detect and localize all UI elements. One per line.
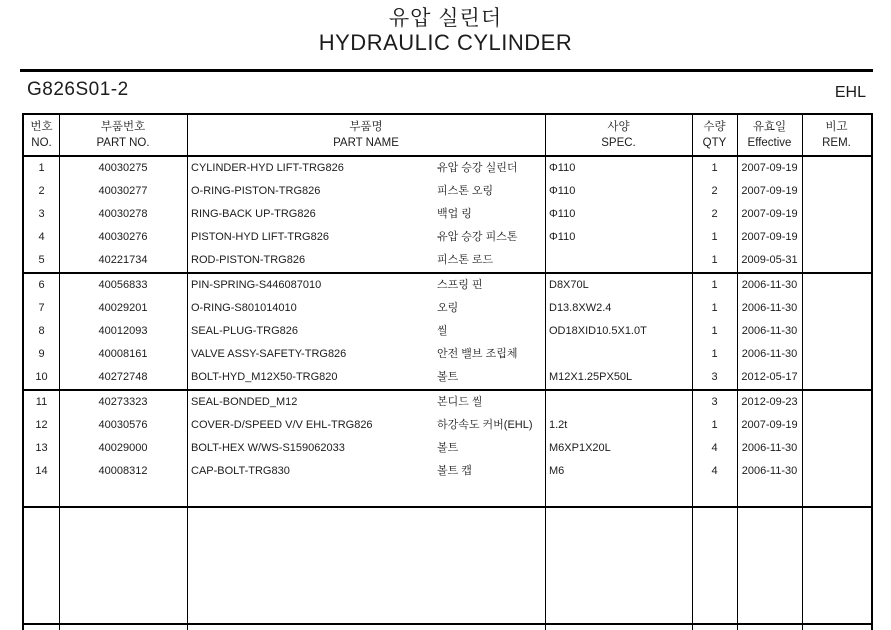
rem-cell	[802, 203, 871, 226]
part-no-cell: 40272748	[98, 371, 148, 383]
part-name-cell	[187, 414, 545, 437]
effective-cell: 2006-11-30	[741, 302, 798, 314]
row-group	[24, 274, 871, 391]
part-row	[24, 391, 871, 414]
part-name-kr: 씰	[437, 325, 448, 337]
effective-cell: 2006-11-30	[741, 465, 798, 477]
row-group	[24, 391, 871, 508]
part-name-kr: 오링	[437, 302, 459, 314]
part-name-kr: 볼트	[437, 371, 459, 383]
column-divider	[802, 115, 803, 630]
effective-cell: 2007-09-19	[741, 162, 798, 174]
document-code: G826S01-2	[27, 79, 129, 100]
row-group	[24, 625, 871, 630]
qty-cell: 1	[711, 348, 718, 360]
part-name-cell	[187, 226, 545, 249]
spec-cell: Φ110	[549, 231, 576, 243]
part-no-cell: 40221734	[98, 254, 148, 266]
qty-cell: 1	[711, 162, 718, 174]
part-row	[24, 180, 871, 203]
column-divider	[737, 115, 738, 630]
effective-cell: 2006-11-30	[741, 279, 798, 291]
header-no	[24, 115, 59, 155]
page-title-korean: 유압 실린더	[388, 7, 503, 30]
header-part-no-en: PART NO.	[96, 137, 150, 149]
part-row	[24, 414, 871, 437]
part-name-kr: 피스톤 로드	[437, 254, 494, 266]
part-row	[24, 226, 871, 249]
part-name-cell	[187, 203, 545, 226]
part-name-cell	[187, 366, 545, 389]
part-name-en: COVER-D/SPEED V/V EHL-TRG826	[191, 419, 373, 431]
header-part-name-kr: 부품명	[349, 120, 383, 133]
qty-cell: 1	[711, 254, 718, 266]
part-name-en: SEAL-BONDED_M12	[191, 396, 298, 408]
part-name-en: O-RING-PISTON-TRG826	[191, 185, 321, 197]
header-spec-kr: 사양	[607, 120, 630, 133]
rem-cell	[802, 320, 871, 343]
header-qty	[692, 115, 737, 155]
spec-cell: M6XP1X20L	[549, 442, 611, 454]
qty-cell: 4	[711, 465, 718, 477]
part-name-kr: 본디드 씰	[437, 396, 483, 408]
rem-cell	[802, 366, 871, 389]
part-name-en: RING-BACK UP-TRG826	[191, 208, 316, 220]
rem-cell	[802, 437, 871, 460]
part-name-cell	[187, 343, 545, 366]
part-row	[24, 249, 871, 272]
table-body	[24, 157, 871, 630]
effective-cell: 2006-11-30	[741, 442, 798, 454]
part-no-cell: 40029000	[98, 442, 148, 454]
part-no-cell: 40273323	[98, 396, 148, 408]
header-effective	[737, 115, 802, 155]
no-cell: 9	[38, 348, 45, 360]
no-cell: 3	[38, 208, 45, 220]
header-qty-kr: 수량	[703, 120, 726, 133]
header-no-en: NO.	[31, 137, 52, 149]
effective-cell: 2006-11-30	[741, 348, 798, 360]
header-effective-kr: 유효일	[752, 120, 787, 133]
part-name-kr: 안전 밸브 조립체	[437, 348, 518, 360]
rem-cell	[802, 460, 871, 483]
page-title-english: HYDRAULIC CYLINDER	[318, 30, 573, 55]
no-cell: 10	[35, 371, 48, 383]
header-part-name-en: PART NAME	[333, 137, 399, 149]
spec-cell	[545, 249, 692, 272]
no-cell: 14	[35, 465, 48, 477]
effective-cell: 2007-09-19	[741, 231, 798, 243]
part-name-kr: 피스톤 오링	[437, 185, 494, 197]
no-cell: 5	[38, 254, 45, 266]
no-cell: 6	[38, 279, 45, 291]
variant-label: EHL	[834, 84, 866, 101]
part-name-en: BOLT-HYD_M12X50-TRG820	[191, 371, 338, 383]
rem-cell	[802, 414, 871, 437]
header-part-no-kr: 부품번호	[100, 120, 146, 133]
rem-cell	[802, 226, 871, 249]
header-no-kr: 번호	[30, 120, 53, 133]
spec-cell: D8X70L	[549, 279, 589, 291]
part-no-cell: 40008312	[98, 465, 148, 477]
rem-cell	[802, 157, 871, 180]
part-no-cell: 40008161	[98, 348, 148, 360]
rem-cell	[802, 274, 871, 297]
header-part-no	[59, 115, 187, 155]
part-name-cell	[187, 157, 545, 180]
header-effective-en: Effective	[747, 137, 792, 149]
part-no-cell: 40030278	[98, 208, 148, 220]
spec-cell: M6	[549, 465, 565, 477]
qty-cell: 1	[711, 419, 718, 431]
no-cell: 13	[35, 442, 48, 454]
part-no-cell: 40012093	[98, 325, 148, 337]
rem-cell	[802, 180, 871, 203]
header-rem-en: REM.	[822, 137, 851, 149]
spec-cell	[545, 343, 692, 366]
part-row	[24, 203, 871, 226]
header-spec-en: SPEC.	[601, 137, 636, 149]
part-name-cell	[187, 180, 545, 203]
part-no-cell: 40029201	[98, 302, 148, 314]
spec-cell	[545, 391, 692, 414]
title-divider-rule	[20, 69, 873, 72]
no-cell: 11	[35, 396, 48, 408]
qty-cell: 1	[711, 302, 718, 314]
part-name-cell	[187, 320, 545, 343]
spec-cell: Φ110	[549, 185, 576, 197]
part-no-cell: 40030576	[98, 419, 148, 431]
part-row	[24, 274, 871, 297]
header-rem-kr: 비고	[825, 120, 848, 133]
qty-cell: 3	[711, 371, 718, 383]
qty-cell: 1	[711, 279, 718, 291]
no-cell: 7	[38, 302, 45, 314]
part-name-en: CYLINDER-HYD LIFT-TRG826	[191, 162, 344, 174]
row-group	[24, 157, 871, 274]
part-name-en: O-RING-S801014010	[191, 302, 297, 314]
effective-cell: 2007-09-19	[741, 208, 798, 220]
part-name-kr: 볼트	[437, 442, 459, 454]
column-divider	[692, 115, 693, 630]
part-name-cell	[187, 274, 545, 297]
header-rem	[802, 115, 871, 155]
rem-cell	[802, 343, 871, 366]
part-name-cell	[187, 249, 545, 272]
parts-table	[22, 113, 873, 630]
part-no-cell: 40030277	[98, 185, 148, 197]
spec-cell: D13.8XW2.4	[549, 302, 612, 314]
part-row	[24, 343, 871, 366]
part-row	[24, 366, 871, 389]
rem-cell	[802, 391, 871, 414]
part-name-cell	[187, 297, 545, 320]
spec-cell: Φ110	[549, 162, 576, 174]
part-name-en: ROD-PISTON-TRG826	[191, 254, 306, 266]
part-name-kr: 볼트 캡	[437, 465, 472, 477]
spec-cell: 1.2t	[549, 419, 568, 431]
part-row	[24, 460, 871, 483]
rem-cell	[802, 249, 871, 272]
part-name-en: BOLT-HEX W/WS-S159062033	[191, 442, 345, 454]
header-part-name	[187, 115, 545, 155]
row-group	[24, 508, 871, 625]
no-cell: 2	[38, 185, 45, 197]
part-name-en: PIN-SPRING-S446087010	[191, 279, 322, 291]
part-name-cell	[187, 391, 545, 414]
no-cell: 8	[38, 325, 45, 337]
part-name-kr: 백업 링	[437, 208, 472, 220]
column-divider	[59, 115, 60, 630]
qty-cell: 2	[711, 208, 718, 220]
spec-cell: M12X1.25PX50L	[549, 371, 633, 383]
effective-cell: 2006-11-30	[741, 325, 798, 337]
header-qty-en: QTY	[702, 137, 727, 149]
part-name-cell	[187, 460, 545, 483]
part-name-kr: 유압 승강 실린더	[437, 162, 518, 174]
part-name-en: PISTON-HYD LIFT-TRG826	[191, 231, 329, 243]
part-name-en: CAP-BOLT-TRG830	[191, 465, 290, 477]
qty-cell: 2	[711, 185, 718, 197]
part-name-en: SEAL-PLUG-TRG826	[191, 325, 298, 337]
part-row	[24, 320, 871, 343]
qty-cell: 3	[711, 396, 718, 408]
no-cell: 12	[35, 419, 48, 431]
part-row	[24, 437, 871, 460]
effective-cell: 2007-09-19	[741, 185, 798, 197]
part-no-cell: 40030275	[98, 162, 148, 174]
column-divider	[187, 115, 188, 630]
part-no-cell: 40056833	[98, 279, 148, 291]
qty-cell: 1	[711, 325, 718, 337]
header-spec	[545, 115, 692, 155]
spec-cell: Φ110	[549, 208, 576, 220]
spec-cell: OD18XID10.5X1.0T	[549, 325, 647, 337]
part-row	[24, 157, 871, 180]
table-header-row	[24, 115, 871, 157]
effective-cell: 2007-09-19	[741, 419, 798, 431]
no-cell: 4	[38, 231, 45, 243]
part-name-en: VALVE ASSY-SAFETY-TRG826	[191, 348, 347, 360]
qty-cell: 1	[711, 231, 718, 243]
part-name-kr: 유압 승강 피스톤	[437, 231, 518, 243]
part-name-cell	[187, 437, 545, 460]
no-cell: 1	[38, 162, 45, 174]
part-name-kr: 하강속도 커버(EHL)	[437, 419, 533, 431]
effective-cell: 2009-05-31	[741, 254, 798, 266]
effective-cell: 2012-05-17	[741, 371, 798, 383]
rem-cell	[802, 297, 871, 320]
part-row	[24, 297, 871, 320]
part-name-kr: 스프링 핀	[437, 279, 483, 291]
column-divider	[545, 115, 546, 630]
qty-cell: 4	[711, 442, 718, 454]
part-no-cell: 40030276	[98, 231, 148, 243]
effective-cell: 2012-09-23	[741, 396, 798, 408]
